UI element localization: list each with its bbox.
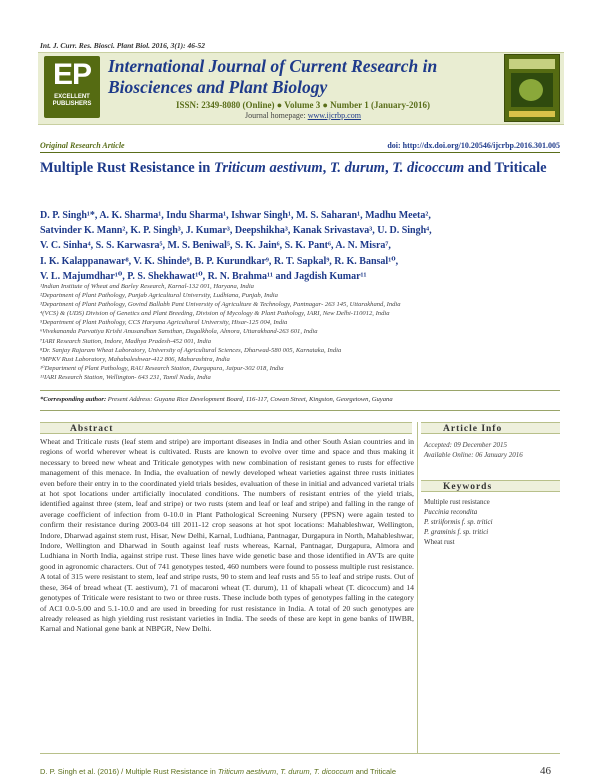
logo-mark: EP [52, 58, 92, 91]
divider [40, 410, 560, 411]
affiliation: ⁶Vivekananda Parvatiya Krishi Anusandhan Sansthan, Dugalkhola, Almora, Uttarakhand-263 601, India [40, 328, 318, 336]
abstract-heading: Abstract [40, 422, 412, 434]
logo-sub-2: PUBLISHERS [52, 101, 92, 107]
journal-title-line1: International Journal of Current Research in [108, 56, 438, 76]
corresponding-author: *Corresponding author: Present Address: Guyana Rice Development Board, 116-117, Cowan Street, Kingston, Georgetown, Guyana [40, 396, 393, 403]
available-date: Available Online: 06 January 2016 [424, 451, 523, 459]
affiliations [40, 282, 560, 382]
affiliation: ²Department of Plant Pathology, Punjab Agricultural University, Ludhiana, Punjab, India [40, 292, 278, 300]
affiliation: ⁷IARI Research Station, Indore, Madhya Pradesh-452 001, India [40, 337, 212, 345]
homepage-label: Journal homepage: [245, 111, 306, 120]
publisher-logo [44, 56, 100, 118]
affiliation: ³Department of Plant Pathology, Govind Ballabh Pant University of Agriculture & Technology, Pantnagar- 263 145, Uttarakhand, India [40, 301, 401, 309]
page-number: 46 [540, 765, 551, 777]
article-title: Multiple Rust Resistance in Triticum aestivum, T. durum, T. dicoccum and Triticale [40, 160, 547, 176]
author-line: D. P. Singh¹*, A. K. Sharma¹, Indu Sharma¹, Ishwar Singh¹, M. S. Saharan¹, Madhu Meeta², [40, 210, 431, 221]
issn-line: ISSN: 2349-8080 (Online) ● Volume 3 ● Number 1 (January-2016) [176, 100, 430, 110]
accepted-date: Accepted: 09 December 2015 [424, 441, 507, 449]
journal-homepage [108, 111, 498, 120]
keyword: P. graminis f. sp. tritici [424, 528, 489, 536]
affiliation: ⁹MPKV Rust Laboratory, Mahabaleshwar-412 806, Maharashtra, India [40, 355, 230, 363]
keyword: P. striiformis f. sp. tritici [424, 518, 493, 526]
article-type: Original Research Article [40, 141, 125, 150]
column-divider [417, 422, 418, 753]
author-line: V. C. Sinha⁴, S. S. Karwasra⁵, M. S. Beniwal⁵, S. K. Jain⁶, S. K. Pant⁶, A. N. Misra⁷, [40, 240, 391, 252]
author-line: V. L. Majumdhar¹⁰, P. S. Shekhawat¹⁰, R. N. Brahma¹¹ and Jagdish Kumar¹¹ [40, 270, 367, 282]
keyword: Puccinia recondita [424, 508, 478, 516]
article-info-heading: Article Info [421, 422, 560, 434]
divider [40, 390, 560, 391]
divider [40, 152, 560, 153]
doi-link[interactable]: doi: http://dx.doi.org/10.20546/ijcrbp.2016.301.005 [387, 141, 560, 150]
journal-title-line2: Biosciences and Plant Biology [108, 77, 328, 97]
running-head: Int. J. Curr. Res. Biosci. Plant Biol. 2016, 3(1): 46-52 [40, 41, 206, 50]
keyword: Wheat rust [424, 538, 455, 546]
article-dates [424, 440, 560, 460]
keyword-list [424, 497, 560, 547]
logo-sub-1: EXCELLENT [54, 94, 90, 100]
affiliation: ¹¹IARI Research Station, Wellington- 643 231, Tamil Nadu, India [40, 373, 211, 381]
abstract-text: Wheat and Triticale rusts (leaf stem and stripe) are important diseases in India and other South Asian countries and in regions of world wherever wheat is cultivated. Rusts are known to evolve over time and space and thus making it necessary to breed new wheat and Triticale genotypes with new combination of resistant genes to rusts for effective management of this menace. In India, the evaluation of newly developed wheat varieties against three rusts initiates even before their entry in to the coordinated yield trials besides, evaluation of these in initial and advanced varietal trials at hot spot locations under artificially inoculated conditions. The numbers of resistant entries of the yield trials, identified against three (stem, leaf and stripe) or two rusts (stem and leaf or leaf and stripe) and falling in the range of average coefficient of infection from 0-10.0 in Plant Pathological Screening Nursery (PPSN) were again tested to confirm their resistance during 2003-04 till 2011-12 crop seasons at hot spot locations: Mahableshwar, Wellington, Indore, Dharwad against stem rust, Hisar, New Delhi, Karnal, Ludhiana, Pantnagar, Durgapura in North, Mahableshwar, Indore, Wellington and Dharwad in South against leaf rusts whereas, Karnal, Pantnagar, Durgapura, Almora and Ludhiana in North India, against stripe rust. These lines have wide genetic base and those identified in AVTs are quite good in agronomic characters. Out of 741 genotypes tested, 460 numbers were found to possess multiple rust resistance. A total of 315 were resistant to stem, leaf and stripe rusts, 90 to stem and leaf rusts and 55 to leaf and stripe rusts. Out of these, 364 of bread wheat (T. aestivum), 71 of macaroni wheat (T. durum), 11 of khapali wheat (T. dicoccum) and 14 genotypes of Triticale were resistant to two or three rusts. These include both types of genotypes falling in the category of ACI 0.0-5.00 and 5.1-10.0 and are used in breeding for rust resistance in India. A total of 20 such genotypes are already released as high yielding rust resistant varieties in India. The seeds of these are kept in gene banks of IIWBR, Karnal and National gene bank at NBPGR, New Delhi. [40, 437, 414, 634]
keywords-heading: Keywords [421, 480, 560, 492]
author-line: Satvinder K. Mann², K. P. Singh³, J. Kumar³, Deepshikha³, Kanak Srivastava³, U. D. Singh⁴, [40, 225, 432, 237]
affiliation: ⁴(VCS) & (UDS) Division of Genetics and Plant Breeding, Division of Mycology & Plant Pathology, IARI, New Delhi-110012, India [40, 310, 390, 318]
affiliation: ⁸Dr. Sanjay Rajaram Wheat Laboratory, University of Agricultural Sciences, Dharwad-580 005, Karnataka, India [40, 346, 342, 354]
author-list [40, 208, 560, 284]
author-line: I. K. Kalappanawar⁸, V. K. Shinde⁹, B. P. Kurundkar⁹, R. T. Sapkal⁹, R. K. Bansal¹⁰, [40, 255, 399, 267]
journal-cover-image [504, 54, 560, 122]
divider [40, 753, 560, 754]
affiliation: ¹Indian Institute of Wheat and Barley Research, Karnal-132 001, Haryana, India [40, 283, 254, 290]
footer-citation: D. P. Singh et al. (2016) / Multiple Rust Resistance in Triticum aestivum, T. durum, T. dicoccum and Triticale [40, 767, 397, 776]
keyword: Multiple rust resistance [424, 498, 490, 506]
homepage-link[interactable]: www.ijcrbp.com [307, 111, 361, 120]
affiliation: ⁵Department of Plant Pathology, CCS Haryana Agricultural University, Hisar-125 004, India [40, 319, 288, 327]
journal-title [108, 56, 498, 98]
affiliation: ¹⁰Department of Plant Pathology, RAU Research Station, Durgapura, Jaipur-302 018, India [40, 364, 284, 372]
